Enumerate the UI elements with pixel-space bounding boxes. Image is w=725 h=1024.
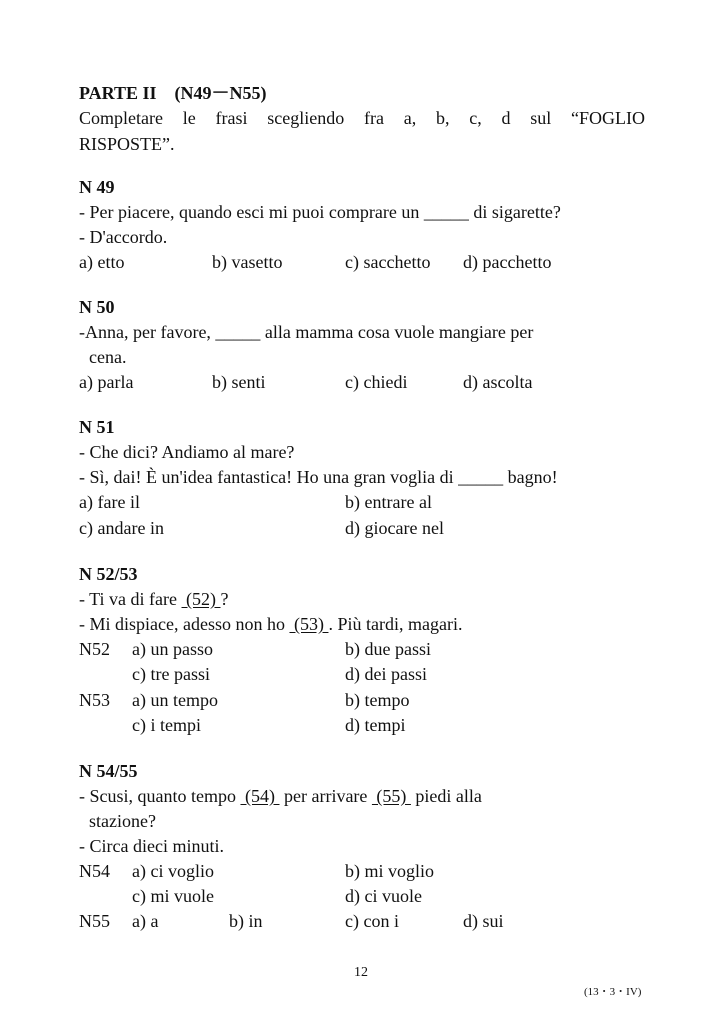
option-50-b: b) senti	[212, 372, 266, 392]
question-label-54-55: N 54/55	[79, 761, 138, 781]
text-segment: - Ti va di fare	[79, 589, 182, 609]
blank-53: (53)	[289, 614, 329, 634]
option-50-a: a) parla	[79, 372, 134, 392]
option-53-c: c) i tempi	[132, 715, 201, 735]
option-53-b: b) tempo	[345, 690, 410, 710]
text-segment: . Più tardi, magari.	[328, 614, 463, 634]
question-label-51: N 51	[79, 417, 115, 437]
option-52-d: d) dei passi	[345, 664, 427, 684]
question-51-line-2: - Sì, dai! È un'idea fantastica! Ho una gran voglia di _____ bagno!	[79, 467, 558, 487]
blank-55: (55)	[371, 786, 411, 806]
question-label-49: N 49	[79, 177, 115, 197]
option-51-d: d) giocare nel	[345, 518, 444, 538]
instruction-line-1: Completare le frasi scegliendo fra a, b, c, d sul “FOGLIO	[79, 108, 645, 128]
instruction-line-2: RISPOSTE”.	[79, 134, 175, 154]
option-49-b: b) vasetto	[212, 252, 283, 272]
question-49-line-2: - D'accordo.	[79, 227, 168, 247]
item-label-n52: N52	[79, 639, 110, 659]
option-53-d: d) tempi	[345, 715, 406, 735]
option-51-c: c) andare in	[79, 518, 164, 538]
item-label-n53: N53	[79, 690, 110, 710]
option-54-d: d) ci vuole	[345, 886, 422, 906]
option-50-c: c) chiedi	[345, 372, 408, 392]
option-55-b: b) in	[229, 911, 263, 931]
option-52-a: a) un passo	[132, 639, 213, 659]
option-52-c: c) tre passi	[132, 664, 210, 684]
question-51-line-1: - Che dici? Andiamo al mare?	[79, 442, 295, 462]
option-49-d: d) pacchetto	[463, 252, 552, 272]
option-55-a: a) a	[132, 911, 159, 931]
option-51-b: b) entrare al	[345, 492, 432, 512]
option-53-a: a) un tempo	[132, 690, 218, 710]
option-51-a: a) fare il	[79, 492, 140, 512]
text-segment: - Mi dispiace, adesso non ho	[79, 614, 290, 634]
text-segment: per arrivare	[279, 786, 372, 806]
question-label-52-53: N 52/53	[79, 564, 138, 584]
option-50-d: d) ascolta	[463, 372, 533, 392]
section-title: PARTE II (N49－N55)	[79, 83, 267, 103]
blank-54: (54)	[240, 786, 280, 806]
blank-52: (52)	[181, 589, 221, 609]
question-52-line-1	[79, 588, 229, 610]
text-segment: - Scusi, quanto tempo	[79, 786, 241, 806]
question-54-line-2: stazione?	[89, 811, 156, 831]
option-52-b: b) due passi	[345, 639, 431, 659]
text-segment: ?	[220, 589, 229, 609]
option-54-c: c) mi vuole	[132, 886, 214, 906]
option-55-c: c) con i	[345, 911, 399, 931]
question-50-line-1: -Anna, per favore, _____ alla mamma cosa vuole mangiare per	[79, 322, 534, 342]
question-53-line-2	[79, 613, 462, 635]
question-label-50: N 50	[79, 297, 115, 317]
option-54-b: b) mi voglio	[345, 861, 434, 881]
question-50-line-2: cena.	[89, 347, 127, 367]
text-segment: piedi alla	[410, 786, 482, 806]
question-54-line-3: - Circa dieci minuti.	[79, 836, 224, 856]
document-code: (13・3・IV)	[584, 986, 642, 998]
option-49-c: c) sacchetto	[345, 252, 431, 272]
page-number: 12	[354, 965, 368, 980]
question-54-line-1	[79, 785, 482, 807]
option-49-a: a) etto	[79, 252, 125, 272]
option-54-a: a) ci voglio	[132, 861, 214, 881]
item-label-n55: N55	[79, 911, 110, 931]
question-49-line-1: - Per piacere, quando esci mi puoi comprare un _____ di sigarette?	[79, 202, 561, 222]
option-55-d: d) sui	[463, 911, 504, 931]
item-label-n54: N54	[79, 861, 110, 881]
